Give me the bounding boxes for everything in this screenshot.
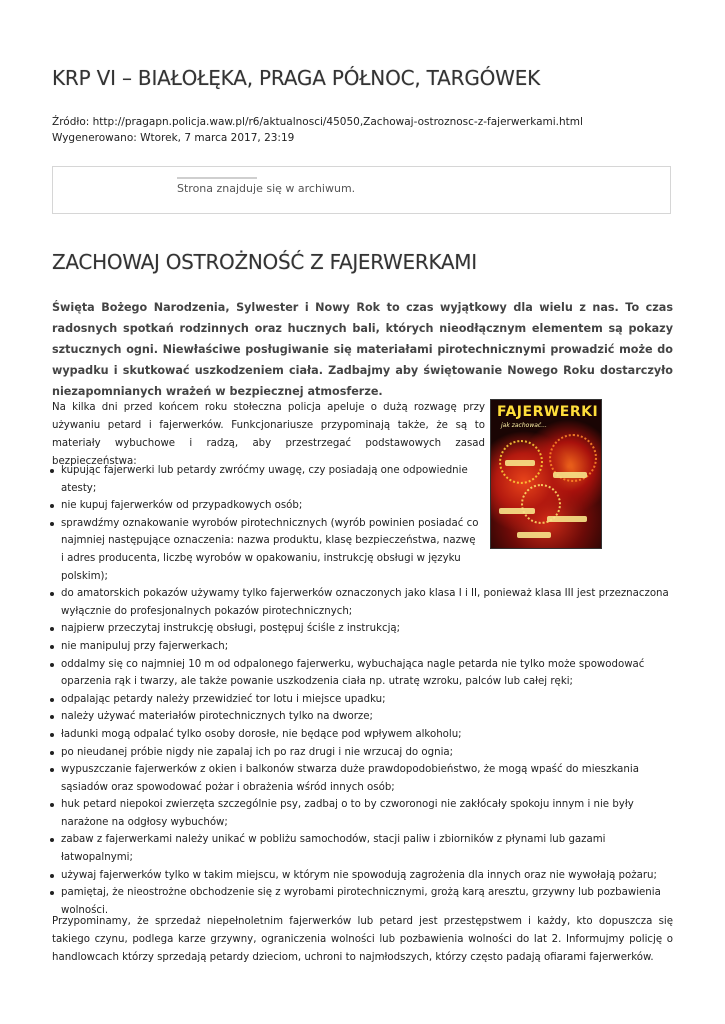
document-meta bbox=[52, 114, 583, 146]
list-item: oddalmy się co najmniej 10 m od odpalonego fajerwerku, wybuchająca nagle petarda nie tylko może spowodować oparzenia rąk i twarzy, ale także powanie uszkodzenia ciała np. utratę wzroku, palców lub całej ręki; bbox=[48, 656, 673, 691]
safety-rules-list bbox=[48, 462, 673, 919]
list-item: nie kupuj fajerwerków od przypadkowych osób; bbox=[48, 497, 481, 515]
list-item: sprawdźmy oznakowanie wyrobów pirotechnicznych (wyrób powinien posiadać co najmniej następujące oznaczenia: nazwa produktu, klasę bezpieczeństwa, nazwę i adres producenta, liczbę wyrobów w opakowaniu, instrukcję obsługi w języku polskim); bbox=[48, 515, 481, 585]
generated-line: Wygenerowano: Wtorek, 7 marca 2017, 23:19 bbox=[52, 132, 295, 144]
list-item: pamiętaj, że nieostrożne obchodzenie się z wyrobami pirotechnicznymi, grożą karą aresztu, grzywny lub pozbawienia wolności. bbox=[48, 884, 673, 919]
list-item: do amatorskich pokazów używamy tylko fajerwerków oznaczonych jako klasa I i II, ponieważ klasa III jest przeznaczona wyłącznie do profesjonalnych pokazów pirotechnicznych; bbox=[48, 585, 673, 620]
source-line: Źródło: http://pragapn.policja.waw.pl/r6/aktualnosci/45050,Zachowaj-ostroznosc-z-fajerwerkami.html bbox=[52, 116, 583, 128]
poster-subtitle: jak zachować... bbox=[501, 422, 547, 429]
article-closing: Przypominamy, że sprzedaż niepełnoletnim fajerwerków lub petard jest przestępstwem i każdy, kto dopuszcza się takiego czynu, podlega karze grzywny, ograniczenia wolności lub pozbawienia wolności do lat 2. Informujmy policję o handlowcach którzy sprzedają petardy dzieciom, uchroni to najmłodszych, którzy często padają ofiarami fajerwerków. bbox=[52, 916, 673, 963]
list-item: najpierw przeczytaj instrukcję obsługi, postępuj ściśle z instrukcją; bbox=[48, 620, 673, 638]
list-item: po nieudanej próbie nigdy nie zapalaj ich po raz drugi i nie wrzucaj do ognia; bbox=[48, 744, 673, 762]
list-item: kupując fajerwerki lub petardy zwróćmy uwagę, czy posiadają one odpowiednie atesty; bbox=[48, 462, 481, 497]
poster-title: FAJERWERKI bbox=[497, 404, 599, 420]
list-item: huk petard niepokoi zwierzęta szczególnie psy, zadbaj o to by czworonogi nie zakłócały spokoju innym i nie były narażone na odgłosy wybuchów; bbox=[48, 796, 673, 831]
list-item: wypuszczanie fajerwerków z okien i balkonów stwarza duże prawdopodobieństwo, że mogą wpaść do mieszkania sąsiadów oraz spowodować pożar i obrażenia wśród innych osób; bbox=[48, 761, 673, 796]
site-title: KRP VI – BIAŁOŁĘKA, PRAGA PÓŁNOC, TARGÓWEK bbox=[52, 66, 541, 90]
list-item: należy używać materiałów pirotechnicznych tylko na dworze; bbox=[48, 708, 673, 726]
list-item: używaj fajerwerków tylko w takim miejscu, w którym nie spowodują zagrożenia dla innych oraz nie wywołają pożaru; bbox=[48, 867, 673, 885]
list-item: ładunki mogą odpalać tylko osoby dorosłe, nie będące pod wpływem alkoholu; bbox=[48, 726, 673, 744]
archive-divider bbox=[177, 177, 257, 179]
list-item: zabaw z fajerwerkami należy unikać w pobliżu samochodów, stacji paliw i zbiorników z płynami lub gazami łatwopalnymi; bbox=[48, 831, 673, 866]
archive-notice: Strona znajduje się w archiwum. bbox=[177, 182, 356, 195]
article-lead: Święta Bożego Narodzenia, Sylwester i Nowy Rok to czas wyjątkowy dla wielu z nas. To czas radosnych spotkań rodzinnych oraz hucznych bali, których nieodłącznym elementem są pokazy sztucznych ogni. Niewłaściwe posługiwanie się materiałami pirotechnicznymi prowadzić może do wypadku i skutkować uszkodzeniem ciała. Zadbajmy aby świętowanie Nowego Roku dostarczyło niezapomnianych wrażeń w bezpiecznej atmosferze. bbox=[52, 301, 673, 398]
list-item: nie manipuluj przy fajerwerkach; bbox=[48, 638, 673, 656]
archive-notice-box bbox=[52, 166, 671, 214]
article-intro: Na kilka dni przed końcem roku stołeczna policja apeluje o dużą rozwagę przy używaniu petard i fajerwerków. Funkcjonariusze przypominają także, że są to materiały wybuchowe i radzą, aby przestrzegać podstawowych zasad bezpieczeństwa: bbox=[52, 402, 485, 467]
list-item: odpalając petardy należy przewidzieć tor lotu i miejsce upadku; bbox=[48, 691, 673, 709]
article-title: ZACHOWAJ OSTROŻNOŚĆ Z FAJERWERKAMI bbox=[52, 250, 477, 274]
